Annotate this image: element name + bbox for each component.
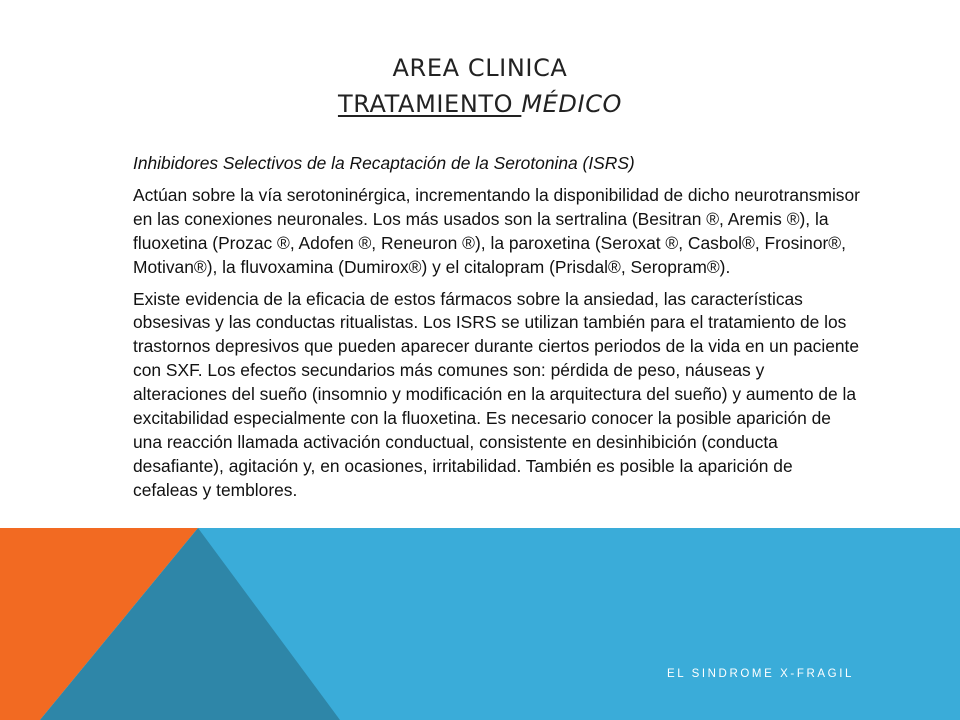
content-body: [133, 152, 861, 511]
title-line-1: AREA CLINICA: [392, 54, 568, 82]
content-subheading: Inhibidores Selectivos de la Recaptación de la Serotonina (ISRS): [133, 153, 635, 173]
title-line-2: [0, 86, 960, 122]
title-italic-part: MÉDICO: [521, 90, 623, 118]
footer-text: EL SINDROME X-FRAGIL: [666, 668, 854, 680]
content-paragraph-2: Existe evidencia de la eficacia de estos fármacos sobre la ansiedad, las características obsesivas y las conductas ritualistas. Los ISRS se utilizan también para el tratamiento de los trastornos depresivos que pueden aparecer durante ciertos periodos de la vida en un paciente con SXF. Los efectos secundarios más comunes son: pérdida de peso, náuseas y alteraciones del sueño (insomnio y modificación en la arquitectura del sueño) y aumento de la excitabilidad especialmente con la fluoxetina. Es necesario conocer la posible aparición de una reacción llamada activación conductual, consistente en desinhibición (conducta desafiante), agitación y, en ocasiones, irritabilidad. También es posible la aparición de cefaleas y temblores.: [133, 288, 860, 500]
title-underlined-part: TRATAMIENTO: [337, 90, 522, 118]
slide-title: [0, 50, 960, 122]
content-paragraph-1: Actúan sobre la vía serotoninérgica, incrementando la disponibilidad de dicho neurotransmisor en las conexiones neuronales. Los más usados son la sertralina (Besitran ®, Aremis ®), la fluoxetina (Prozac ®, Adofen ®, Reneuron ®), la paroxetina (Seroxat ®, Casbol®, Frosinor®, Motivan®), la fluvoxamina (Dumirox®) y el citalopram (Prisdal®, Seropram®).: [133, 184, 860, 277]
